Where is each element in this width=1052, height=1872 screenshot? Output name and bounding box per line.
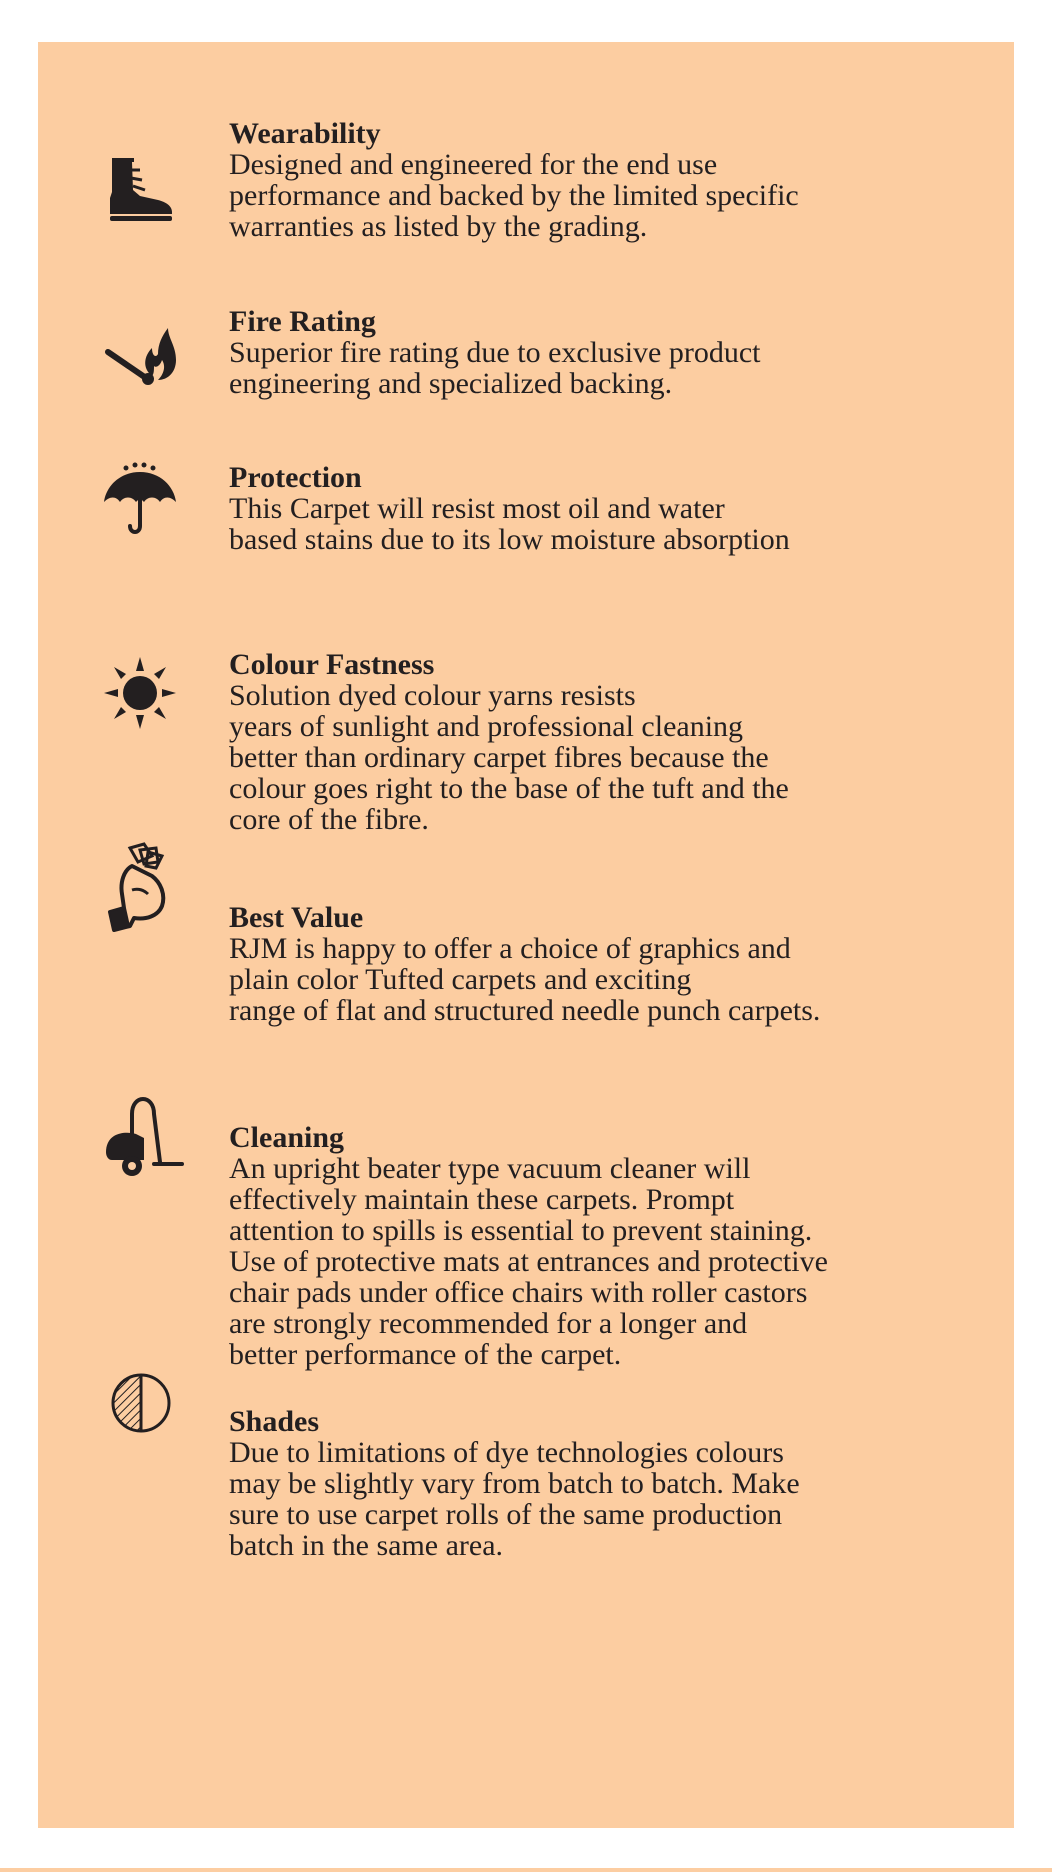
features-panel: [38, 42, 1014, 1828]
feature-text: [229, 306, 989, 399]
feature-title: Cleaning: [229, 1121, 345, 1154]
feature-text: [229, 902, 989, 1026]
bottom-strip: [0, 1868, 1052, 1872]
feature-text: [229, 462, 989, 555]
boot-icon: [102, 152, 178, 228]
feature-description: RJM is happy to offer a choice of graphics and plain color Tufted carpets and exciting range of flat and structured needle punch carpets.: [229, 932, 821, 1027]
feature-title: Fire Rating: [229, 305, 376, 338]
feature-description: Due to limitations of dye technologies colours may be slightly vary from batch to batch. Make sure to use carpet rolls of the same production batch in the same area.: [229, 1436, 800, 1562]
feature-title: Colour Fastness: [229, 648, 435, 681]
feature-text: [229, 118, 989, 242]
feature-title: Protection: [229, 461, 362, 494]
feature-description: Superior fire rating due to exclusive product engineering and specialized backing.: [229, 336, 761, 400]
feature-title: Wearability: [229, 117, 381, 150]
half-shaded-circle-icon: [110, 1372, 172, 1434]
sun-icon: [102, 655, 178, 731]
feature-description: Designed and engineered for the end use performance and backed by the limited specific warranties as listed by the grading.: [229, 148, 799, 243]
feature-description: This Carpet will resist most oil and water based stains due to its low moisture absorption: [229, 492, 790, 556]
vacuum-cleaner-icon: [102, 1088, 188, 1178]
feature-text: [229, 649, 989, 835]
money-bag-icon: [104, 842, 184, 932]
feature-description: Solution dyed colour yarns resists years of sunlight and professional cleaning better than ordinary carpet fibres because the colour goes right to the base of the tuft and the core of the fibre.: [229, 679, 789, 836]
feature-text: [229, 1406, 989, 1561]
feature-text: [229, 1122, 989, 1370]
umbrella-icon: [102, 462, 178, 538]
feature-title: Shades: [229, 1405, 320, 1438]
feature-description: An upright beater type vacuum cleaner will effectively maintain these carpets. Prompt attention to spills is essential to prevent staining. Use of protective mats at entrances and protective chair pads under office chairs with roller castors are strongly recommended for a longer and better performance of the carpet.: [229, 1152, 828, 1371]
burning-match-icon: [102, 316, 178, 392]
feature-title: Best Value: [229, 901, 364, 934]
